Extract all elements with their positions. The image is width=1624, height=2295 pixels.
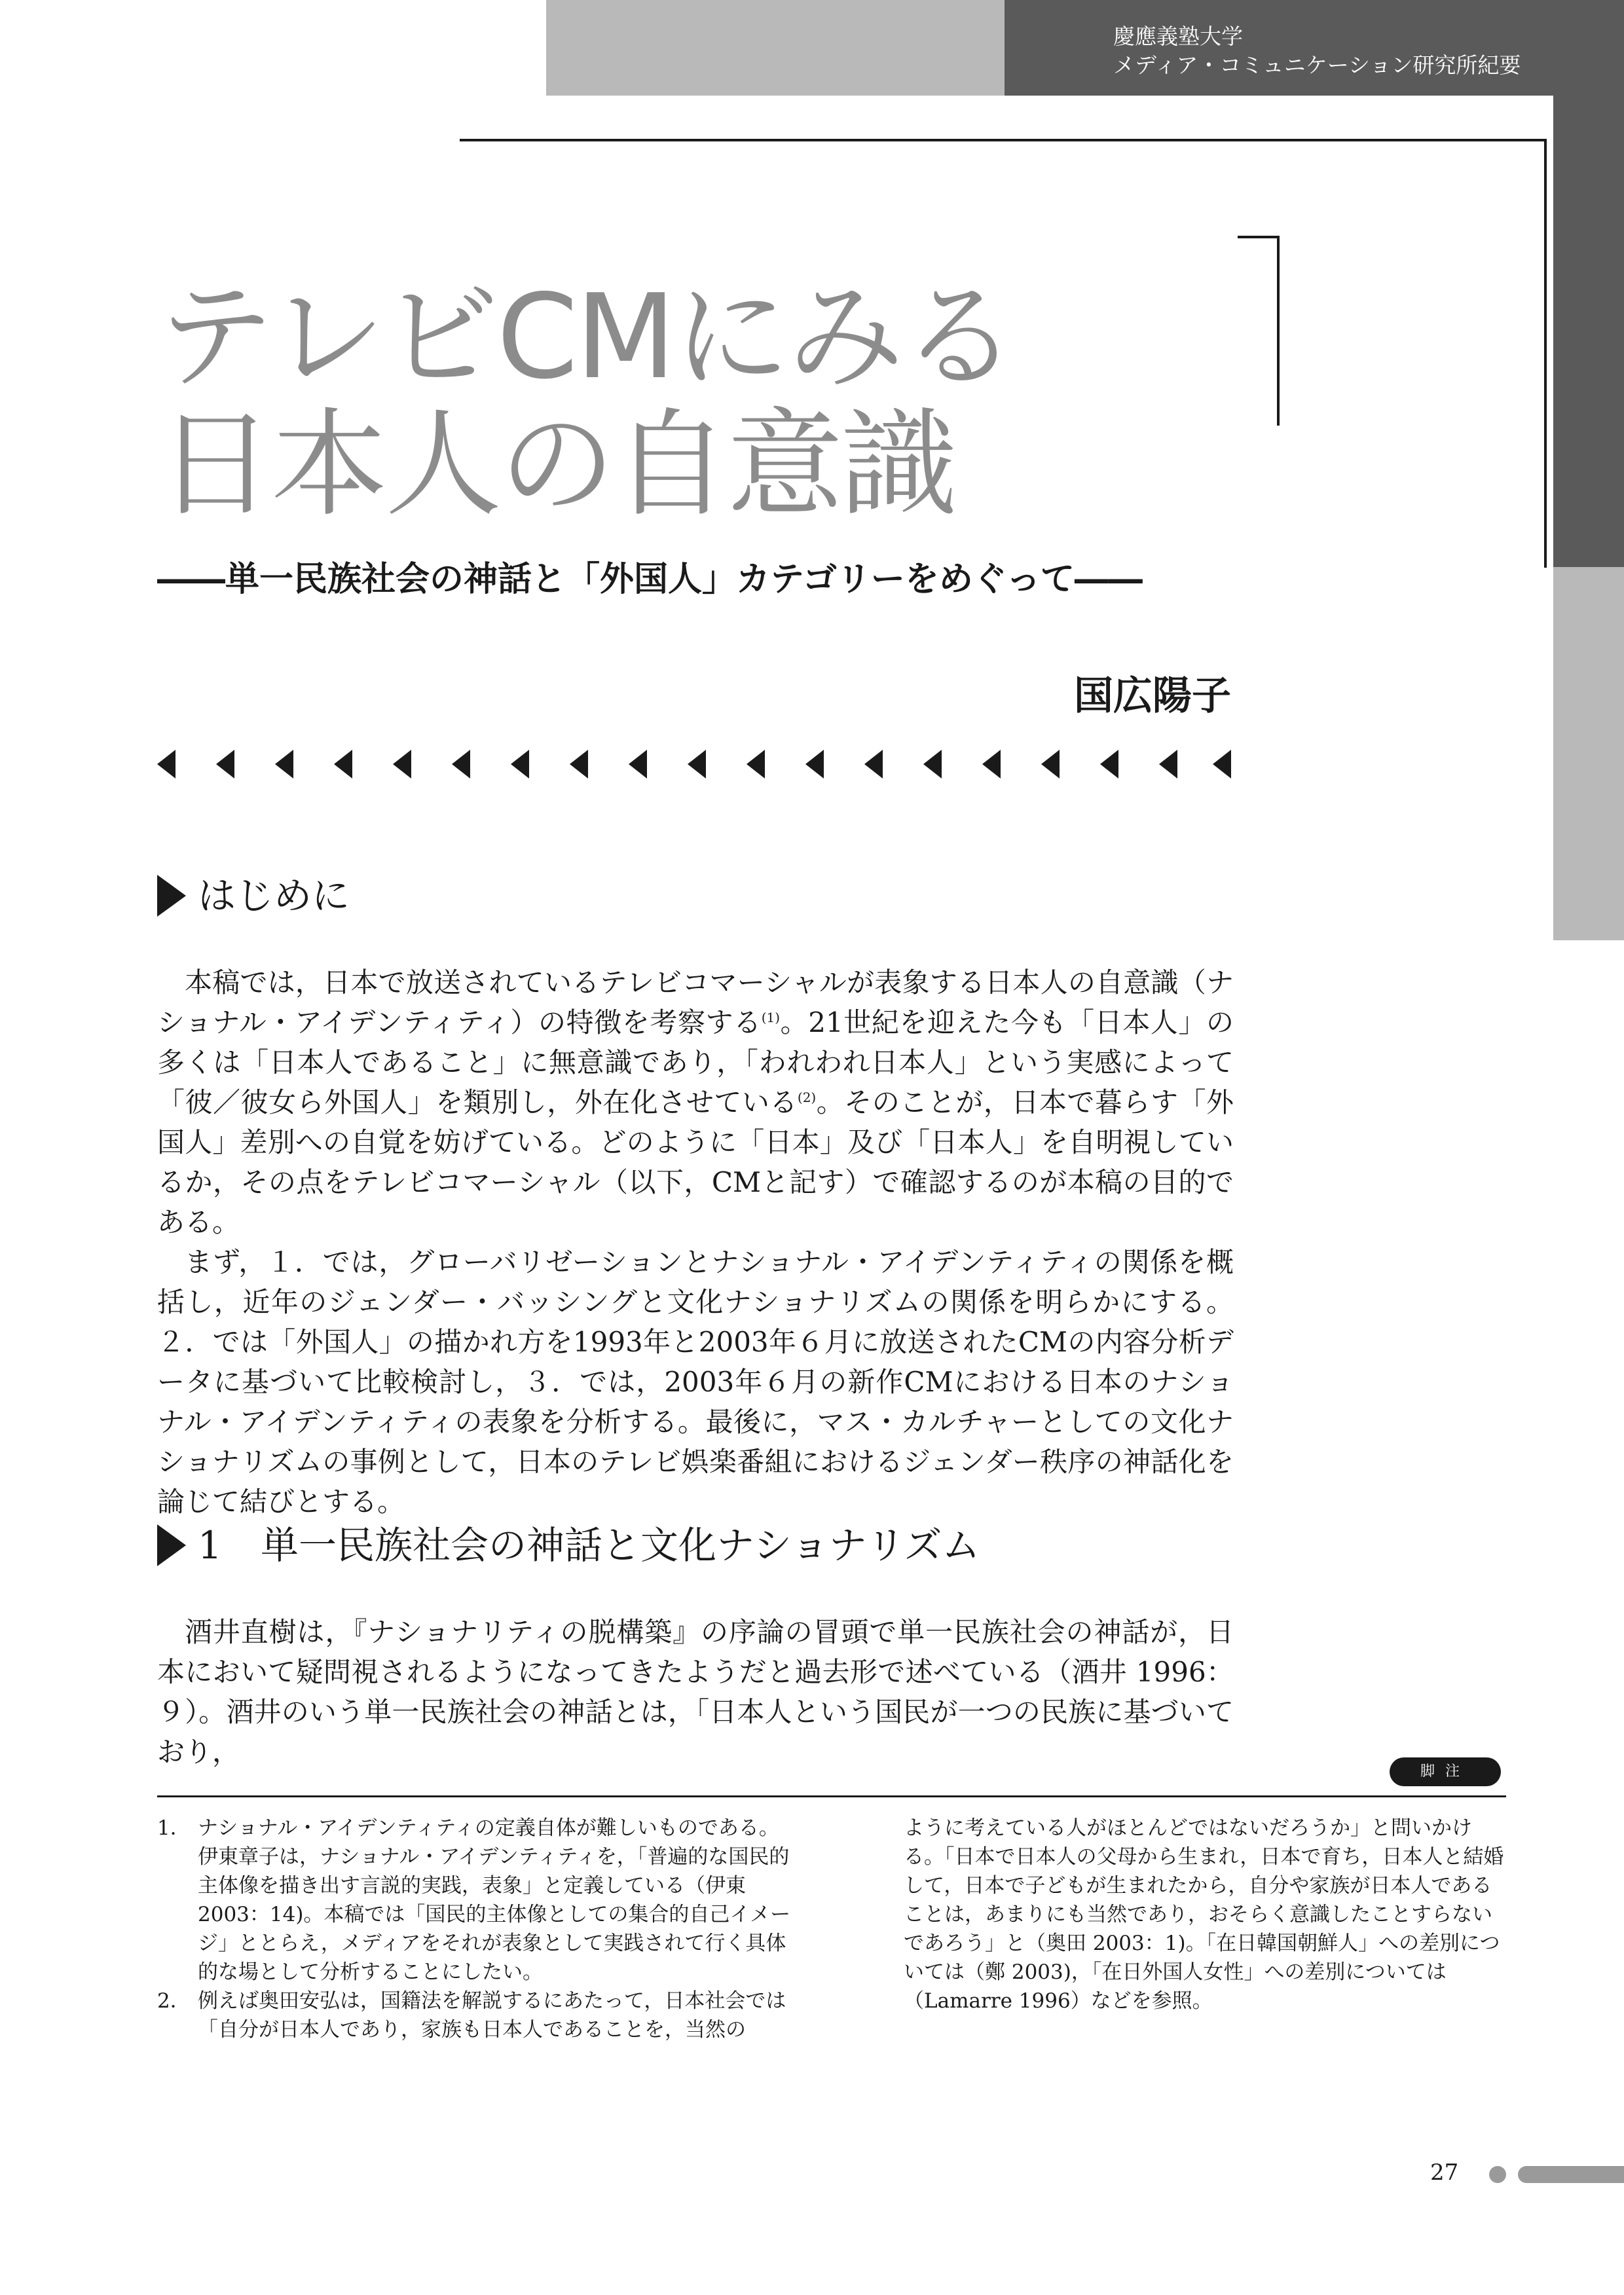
footnote-item — [157, 1814, 796, 1987]
triangle-ornament-icon — [216, 750, 234, 779]
triangle-ornament-icon — [805, 750, 824, 779]
header-journal: メディア・コミュニケーション研究所紀要 — [1113, 52, 1521, 78]
edge-tab-light — [1553, 567, 1624, 940]
triangle-ornament-icon — [1041, 750, 1060, 779]
footnote-number: 1． — [157, 1816, 191, 1840]
triangle-ornament-icon — [1100, 750, 1118, 779]
section-body-1 — [157, 1612, 1234, 1772]
footnotes-left-column — [157, 1814, 796, 2044]
triangle-ornament-icon — [982, 750, 1001, 779]
footnote-number: 2． — [157, 1989, 191, 2013]
triangle-ornament-icon — [570, 750, 588, 779]
triangle-ornament-icon — [452, 750, 470, 779]
paragraph: まず，１．では，グローバリゼーションとナショナル・アイデンティティの関係を概括し，近年のジェンダー・バッシングと文化ナショナリズムの関係を明らかにする。２．では「外国人」の描かれ方を1993年と2003年６月に放送されたCMの内容分析データに基づいて比較検討し，３．では，2003年６月の新作CMにおける日本のナショナル・アイデンティティの表象を分析する。最後に，マス・カルチャーとしての文化ナショナリズムの事例として，日本のテレビ娯楽番組におけるジェンダー秩序の神話化を論じて結びとする。 — [157, 1246, 1234, 1518]
section-arrow-icon — [157, 875, 186, 917]
title-frame-inner — [1277, 236, 1280, 426]
footnote-badge: 脚注 — [1390, 1757, 1501, 1786]
triangle-ornament-icon — [629, 750, 647, 779]
paragraph: 酒井直樹は，『ナショナリティの脱構築』の序論の冒頭で単一民族社会の神話が，日本において疑問視されるようになってきたようだと過去形で述べている（酒井 1996：９）。酒井のいう単一民族社会の神話とは，「日本人という国民が一つの民族に基づいており， — [157, 1616, 1234, 1768]
triangle-ornament-icon — [275, 750, 293, 779]
triangle-ornament-icon — [923, 750, 942, 779]
footnote-text: ナショナル・アイデンティティの定義自体が難しいものである。伊東章子は，ナショナル・アイデンティティを，「普遍的な国民的主体像を描き出す言説的実践，表象」と定義している（伊東 2003：14)。本稿では「国民的主体像としての集合的自己イメージ」ととらえ，メディアをそれが表象として実践されて行く具体的な場として分析することにしたい。 — [198, 1816, 791, 1984]
page-bar-ornament — [1518, 2166, 1624, 2183]
section-arrow-icon — [157, 1524, 186, 1566]
section-heading-text: はじめに — [198, 873, 350, 918]
footnote-item — [157, 1987, 796, 2044]
triangle-ornament-icon — [864, 750, 883, 779]
footnote-ref[interactable]: (1) — [761, 1010, 781, 1025]
section-number: 1 — [198, 1523, 222, 1568]
footnote-ref[interactable]: (2) — [797, 1090, 817, 1105]
page-dot-ornament — [1489, 2166, 1506, 2183]
article-subtitle: ――単一民族社会の神話と「外国人」カテゴリーをめぐって―― — [157, 560, 1143, 599]
title-frame-top — [460, 139, 1547, 141]
edge-tab-dark — [1553, 96, 1624, 567]
triangle-ornament-icon — [1213, 750, 1231, 779]
footnotes-right-column — [904, 1814, 1506, 2015]
article-title-line1: テレビCMにみる — [157, 269, 1016, 405]
footnote-continuation: ように考えている人がほとんどではないだろうか」と問いかける。「日本で日本人の父母から生まれ，日本で育ち，日本人と結婚して，日本で子どもが生まれたから，自分や家族が日本人であることは，あまりにも当然であり，おそらく意識したことすらないであろう」と（奥田 2003：1)。「在日韓国朝鮮人」への差別については（鄭 2003)，「在日外国人女性」への差別については（Lamarre 1996）などを参照。 — [904, 1816, 1504, 2013]
footnote-text: 例えば奥田安弘は，国籍法を解説するにあたって，日本社会では「自分が日本人であり，家族も日本人であることを，当然の — [198, 1989, 786, 2042]
triangle-ornament-icon — [1159, 750, 1177, 779]
title-frame-corner — [1238, 236, 1280, 238]
triangle-ornament-row — [157, 750, 1231, 782]
triangle-ornament-icon — [747, 750, 765, 779]
section-heading-text: 単一民族社会の神話と文化ナショナリズム — [261, 1523, 980, 1568]
header-university: 慶應義塾大学 — [1113, 24, 1243, 49]
paragraph: 本稿では，日本で放送されているテレビコマーシャルが表象する日本人の自意識（ナショナル・アイデンティティ）の特徴を考察する$^{(1)}$。21世紀を迎えた今も「日本人」の多くは「日本人であること」に無意識であり，「われわれ日本人」という実感によって「彼／彼女ら外国人」を類別し，外在化させている$^{(2)}$。そのことが，日本で暮らす「外国人」差別への自覚を妨げている。どのように「日本」及び「日本人」を自明視しているか，その点をテレビコマーシャル（以下，CMと記す）で確認するのが本稿の目的である。 — [157, 966, 1234, 1238]
header-band-light — [546, 0, 1005, 96]
section-body-intro — [157, 963, 1234, 1522]
triangle-ornament-icon — [511, 750, 529, 779]
triangle-ornament-icon — [334, 750, 352, 779]
triangle-ornament-icon — [393, 750, 411, 779]
page-number: 27 — [1430, 2159, 1459, 2186]
triangle-ornament-icon — [688, 750, 706, 779]
footnote-divider — [157, 1795, 1506, 1797]
title-frame-right — [1544, 139, 1547, 568]
journal-header — [1113, 22, 1521, 80]
article-title-line2: 日本人の自意識 — [157, 397, 955, 532]
author-name: 国広陽子 — [1074, 673, 1231, 719]
triangle-ornament-icon — [157, 750, 175, 779]
